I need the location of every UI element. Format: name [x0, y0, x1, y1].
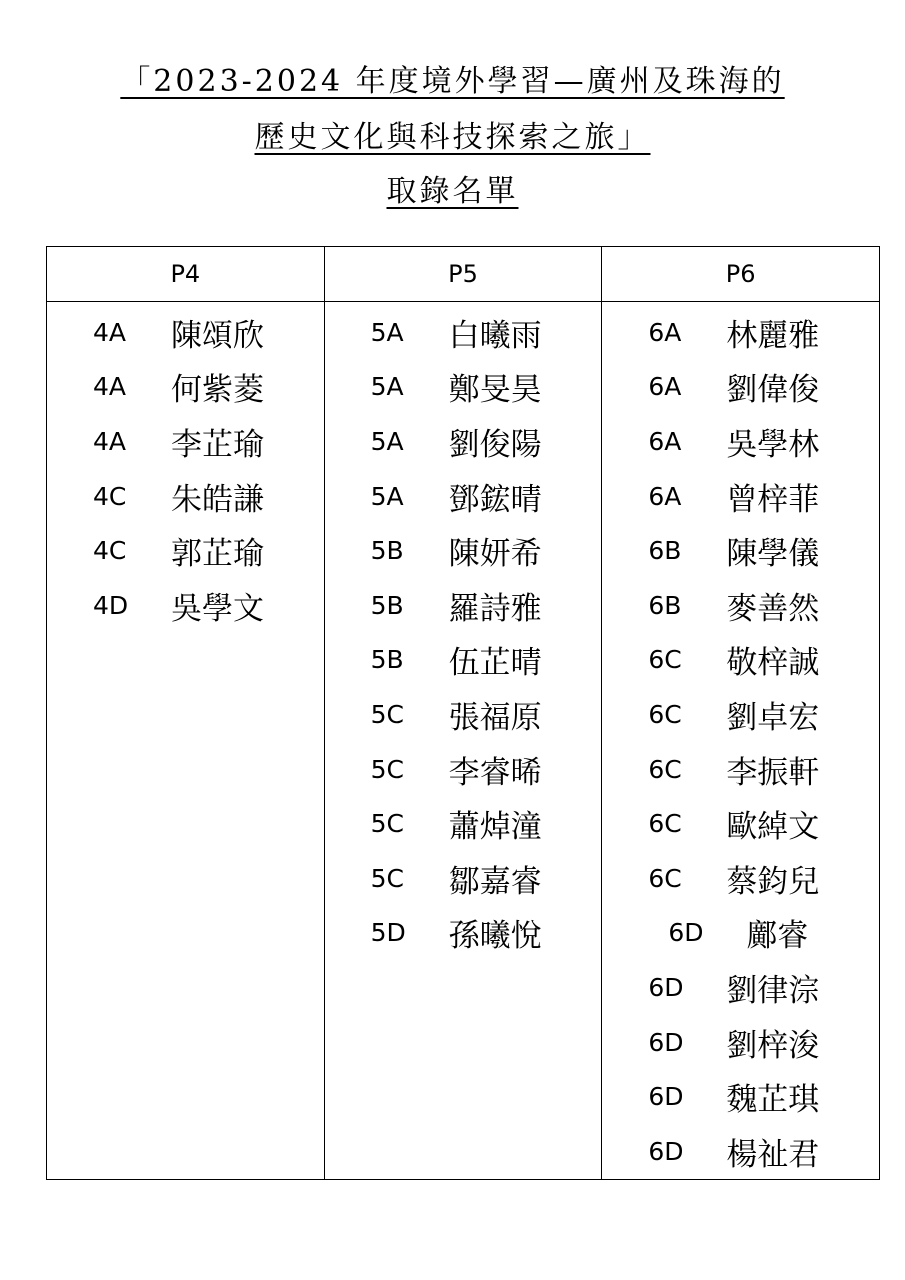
list-title — [0, 172, 905, 212]
student-entry — [325, 414, 602, 469]
student-class: 4C — [93, 481, 127, 511]
student-name: 朱皓謙 — [171, 481, 264, 518]
student-class: 5C — [370, 754, 405, 784]
student-class: 6D — [648, 972, 684, 1002]
student-name: 麥善然 — [726, 590, 820, 627]
student-name: 吳學文 — [171, 590, 264, 627]
student-entry — [602, 523, 879, 578]
student-entry — [325, 796, 602, 851]
student-class: 6A — [648, 481, 682, 511]
student-class: 6D — [648, 1136, 684, 1166]
student-name: 鄧鋐晴 — [448, 481, 542, 518]
student-class: 5A — [370, 426, 404, 456]
title-line-1 — [0, 62, 905, 102]
student-name: 李芷瑜 — [171, 426, 264, 463]
student-class: 6D — [648, 1082, 684, 1112]
table-body-row — [47, 302, 880, 1180]
student-entry — [602, 851, 879, 906]
title-line-2-text: 歷史文化與科技探索之旅」 — [254, 120, 651, 155]
student-class: 6C — [648, 754, 682, 784]
student-list-p5 — [325, 302, 602, 960]
student-name: 劉偉俊 — [726, 372, 820, 409]
column-header-p6: P6 — [602, 247, 880, 302]
student-entry — [325, 360, 602, 415]
student-name: 劉俊陽 — [448, 426, 542, 463]
student-entry — [602, 1069, 879, 1124]
student-entry — [602, 742, 879, 797]
student-list-p4 — [47, 302, 324, 633]
student-name: 白曦雨 — [448, 317, 542, 354]
student-name: 楊祉君 — [726, 1136, 820, 1173]
student-entry — [602, 1124, 879, 1179]
student-name: 劉梓浚 — [726, 1027, 820, 1064]
student-name: 陳學儀 — [726, 536, 820, 573]
student-name: 鄒嘉睿 — [448, 863, 542, 900]
student-entry — [325, 633, 602, 688]
student-entry — [602, 906, 879, 961]
student-entry — [325, 742, 602, 797]
student-class: 6C — [648, 809, 682, 839]
student-entry — [47, 360, 324, 415]
student-entry — [602, 578, 879, 633]
student-name: 郭芷瑜 — [171, 536, 264, 573]
student-entry — [602, 1015, 879, 1070]
student-name: 劉律淙 — [726, 972, 820, 1009]
student-entry — [602, 305, 879, 360]
column-p4 — [47, 302, 325, 1180]
student-name: 鄭旻昊 — [448, 372, 542, 409]
student-name: 李振軒 — [726, 754, 820, 791]
student-name: 蔡鈞兒 — [726, 863, 820, 900]
student-entry — [325, 906, 602, 961]
student-entry — [602, 360, 879, 415]
student-class: 6A — [648, 372, 682, 402]
student-entry — [325, 851, 602, 906]
student-name: 曾梓菲 — [726, 481, 820, 518]
student-name: 蕭焯潼 — [448, 809, 542, 846]
student-name: 何紫菱 — [171, 372, 264, 409]
student-class: 5A — [370, 481, 404, 511]
student-entry — [602, 796, 879, 851]
student-name: 歐綽文 — [726, 809, 820, 846]
admission-table — [46, 246, 880, 1180]
student-class: 5A — [370, 317, 404, 347]
student-class: 6C — [648, 863, 682, 893]
student-entry — [47, 305, 324, 360]
student-entry — [325, 687, 602, 742]
student-class: 5B — [370, 645, 404, 675]
student-name: 李睿晞 — [448, 754, 542, 791]
student-name: 伍芷晴 — [448, 645, 542, 682]
title-line-1-text: 「2023-2024 年度境外學習—廣州及珠海的 — [120, 64, 785, 99]
column-header-p5: P5 — [324, 247, 602, 302]
student-entry — [325, 305, 602, 360]
student-name: 陳頌欣 — [171, 317, 264, 354]
student-class: 5B — [370, 590, 404, 620]
student-class: 4A — [93, 372, 127, 402]
student-entry — [47, 578, 324, 633]
student-class: 4D — [93, 590, 129, 620]
student-entry — [47, 523, 324, 578]
student-entry — [325, 523, 602, 578]
student-list-p6 — [602, 302, 879, 1179]
column-p5 — [324, 302, 602, 1180]
student-class: 5C — [370, 809, 405, 839]
student-class: 5C — [370, 863, 405, 893]
student-class: 4C — [93, 536, 127, 566]
student-class: 6D — [668, 918, 704, 948]
column-header-p4: P4 — [47, 247, 325, 302]
student-class: 5B — [370, 536, 404, 566]
student-entry — [602, 633, 879, 688]
student-entry — [602, 469, 879, 524]
student-class: 6D — [648, 1027, 684, 1057]
student-class: 5D — [370, 918, 406, 948]
student-class: 4A — [93, 426, 127, 456]
student-name: 陳妍希 — [448, 536, 542, 573]
student-class: 6A — [648, 426, 682, 456]
student-name: 林麗雅 — [726, 317, 820, 354]
student-class: 6B — [648, 590, 682, 620]
student-name: 鄺睿 — [746, 918, 809, 955]
list-title-text: 取錄名單 — [386, 174, 519, 209]
student-name: 敬梓誠 — [726, 645, 820, 682]
student-name: 孫曦悅 — [448, 918, 542, 955]
student-class: 5C — [370, 699, 405, 729]
student-entry — [602, 960, 879, 1015]
table-header-row — [47, 247, 880, 302]
student-entry — [47, 414, 324, 469]
student-name: 張福原 — [448, 699, 542, 736]
column-p6 — [602, 302, 880, 1180]
title-line-2 — [0, 118, 905, 158]
student-name: 羅詩雅 — [448, 590, 542, 627]
student-class: 5A — [370, 372, 404, 402]
student-class: 6C — [648, 699, 682, 729]
student-class: 6C — [648, 645, 682, 675]
student-entry — [602, 687, 879, 742]
student-entry — [325, 578, 602, 633]
student-entry — [47, 469, 324, 524]
student-class: 6A — [648, 317, 682, 347]
student-name: 劉卓宏 — [726, 699, 820, 736]
student-entry — [325, 469, 602, 524]
student-name: 吳學林 — [726, 426, 820, 463]
student-name: 魏芷琪 — [726, 1082, 820, 1119]
student-class: 4A — [93, 317, 127, 347]
student-entry — [602, 414, 879, 469]
student-class: 6B — [648, 536, 682, 566]
